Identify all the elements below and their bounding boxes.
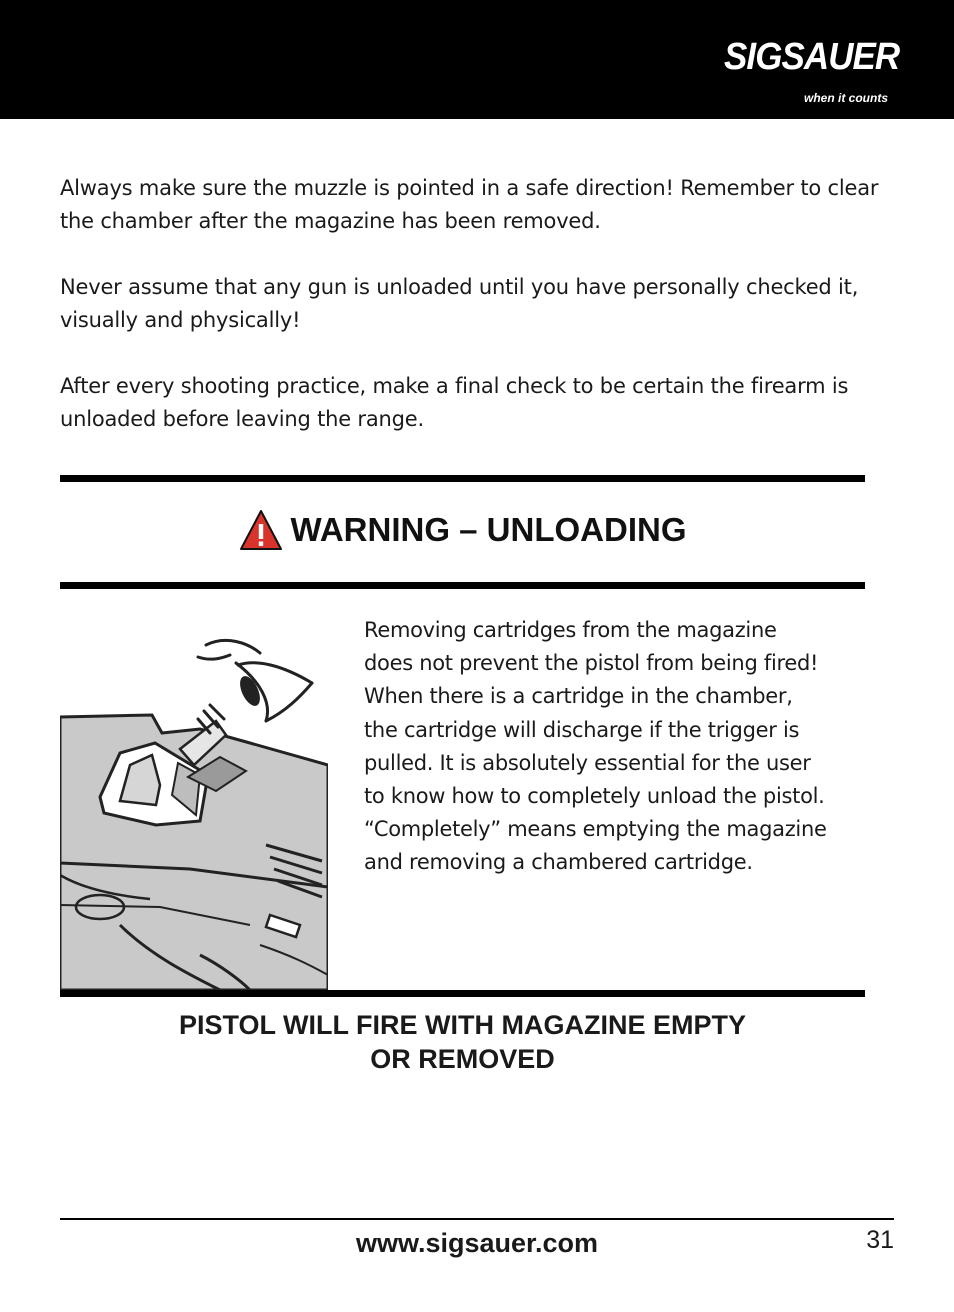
warning-triangle-icon [239, 508, 283, 552]
footer-divider [60, 1218, 894, 1220]
intro-paragraph: After every shooting practice, make a final check to be certain the firearm is unloaded before leaving the range. [60, 374, 849, 431]
sig-sauer-logo [724, 36, 900, 110]
intro-paragraph: Always make sure the muzzle is pointed in a safe direction! Remember to clear the chamber after the magazine has been removed. [60, 176, 879, 233]
warning-body-text: Removing cartridges from the magazine does not prevent the pistol from being fired! When there is a cartridge in the chamber, the cartridge will discharge if the trigger is pulled. It is absolutely essential for the user to know how to completely unload the pistol. “Completely” means emptying the magazine and removing a chambered cartridge. [364, 618, 827, 875]
page-number: 31 [866, 1226, 894, 1254]
fire-warning-heading: PISTOL WILL FIRE WITH MAGAZINE EMPTY OR REMOVED [179, 1010, 746, 1074]
warning-heading [60, 500, 865, 560]
page-header [0, 0, 954, 119]
footer-website-link[interactable]: www.sigsauer.com [355, 1228, 599, 1258]
divider-bottom [60, 990, 865, 997]
logo-wordmark: SIGSAUER [724, 36, 900, 78]
intro-paragraph: Never assume that any gun is unloaded until you have personally checked it, visually and physically! [60, 275, 859, 332]
divider-middle [60, 582, 865, 589]
warning-title: WARNING – UNLOADING [290, 511, 687, 548]
intro-text [60, 172, 880, 469]
pistol-chamber-illustration [60, 625, 328, 990]
divider-top [60, 475, 865, 482]
logo-tagline: when it counts [804, 91, 888, 105]
